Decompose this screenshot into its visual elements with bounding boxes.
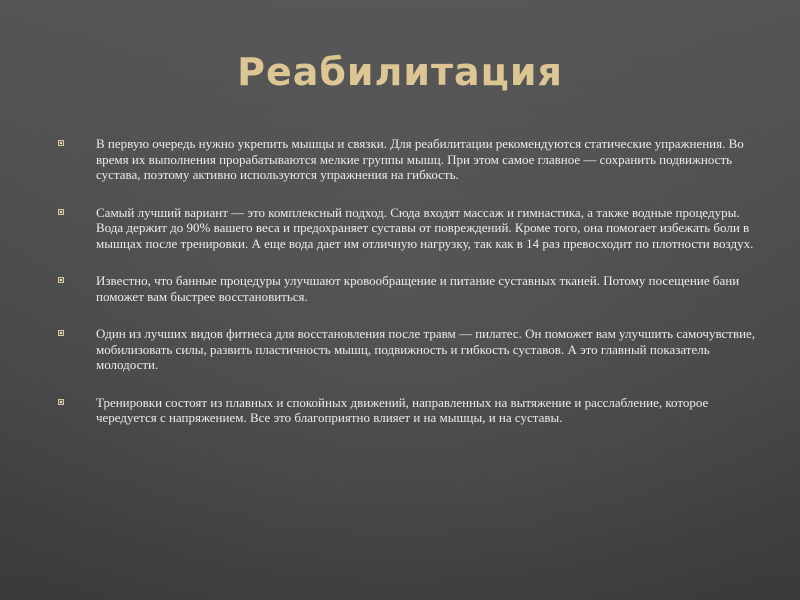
bullet-text: Самый лучший вариант — это комплексный подход. Сюда входят массаж и гимнастика, а также водные процедуры. Вода держит до 90% вашего веса и предохраняет суставы от повреждений. Кроме того, она помогает избежать боли в мышцах после тренировки. А еще вода дает им отличную нагрузку, так как в 14 раз превосходит по плотности воздух. bbox=[96, 204, 754, 251]
bullet-text: В первую очередь нужно укрепить мышцы и связки. Для реабилитации рекомендуются статические упражнения. Во время их выполнения прорабатываются мелкие группы мышц. При этом самое главное — сохранить подвижность сустава, поэтому активно используются упражнения на гибкость. bbox=[96, 136, 744, 182]
bullet-text: Известно, что банные процедуры улучшают кровообращение и питание суставных тканей. Потому посещение бани поможет вам быстрее восстановиться. bbox=[96, 273, 740, 304]
list-item bbox=[58, 273, 758, 304]
list-item bbox=[58, 395, 758, 426]
square-bullet-icon bbox=[58, 330, 64, 336]
bullet-text: Один из лучших видов фитнеса для восстановления после травм — пилатес. Он поможет вам улучшить самочувствие, мобилизовать силы, развить пластичность мышц, подвижность и гибкость суставов. А это главный показатель молодости. bbox=[96, 326, 756, 372]
bullet-text: Тренировки состоят из плавных и спокойных движений, направленных на вытяжение и расслабление, которое чередуется с напряжением. Все это благоприятно влияет и на мышцы, и на суставы. bbox=[96, 394, 709, 425]
slide-title: Реабилитация bbox=[237, 50, 563, 94]
bullet-list bbox=[58, 136, 758, 448]
list-item bbox=[58, 326, 758, 373]
square-bullet-icon bbox=[58, 277, 64, 283]
square-bullet-icon bbox=[58, 209, 64, 215]
list-item bbox=[58, 136, 758, 183]
list-item bbox=[58, 205, 758, 252]
square-bullet-icon bbox=[58, 399, 64, 405]
square-bullet-icon bbox=[58, 140, 64, 146]
